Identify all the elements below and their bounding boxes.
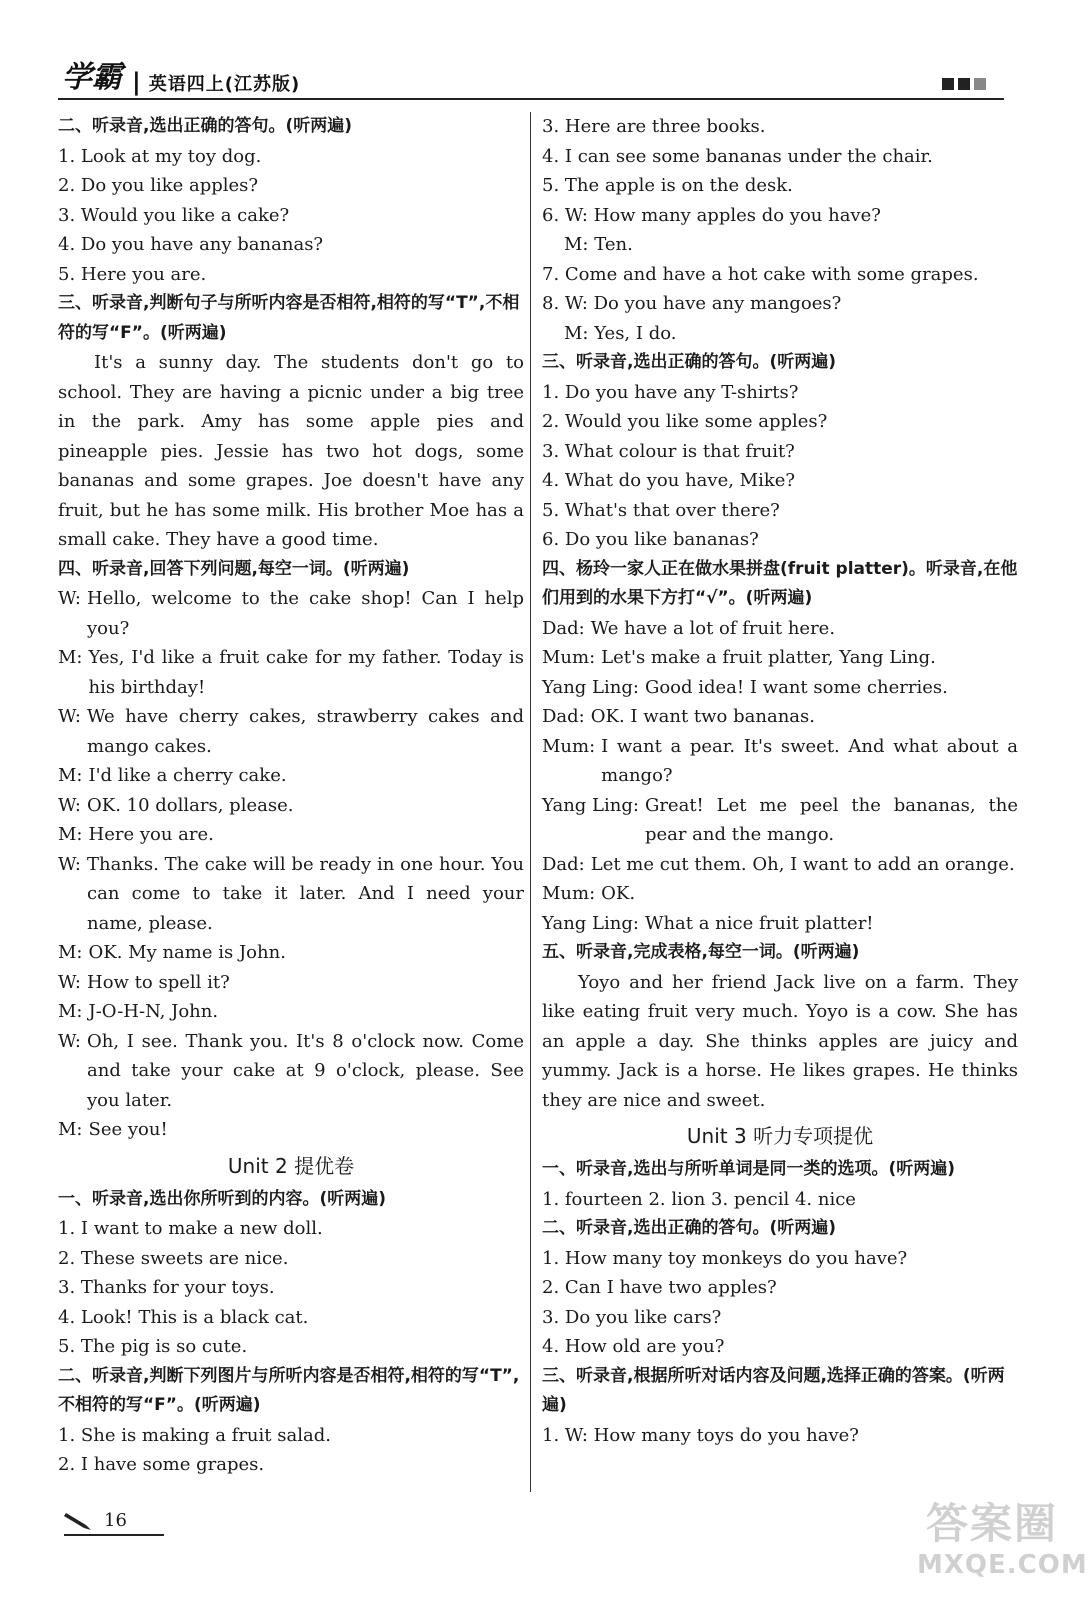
speaker: Dad: bbox=[542, 853, 585, 875]
list-item: 2. Do you like apples? bbox=[58, 175, 259, 196]
dialog-text: Thanks. The cake will be ready in one hour. You can come to take it later. And I need your name, please. bbox=[87, 853, 524, 934]
dialog-text: OK. I want two bananas. bbox=[590, 706, 815, 727]
list-item: 4. I can see some bananas under the chair. bbox=[542, 145, 933, 167]
speaker: W: bbox=[58, 853, 82, 875]
list-item: 4. Do you have any bananas? bbox=[58, 234, 324, 255]
dialog-line bbox=[58, 968, 524, 998]
dialog-line bbox=[58, 791, 524, 821]
dialog-text: OK. bbox=[601, 883, 636, 904]
section-title: 三、听录音,判断句子与所听内容是否相符,相符的写“T”,不相符的写“F”。(听两遍) bbox=[58, 293, 520, 343]
list-item: 5. What's that over there? bbox=[542, 499, 780, 521]
list-item: 2. Would you like some apples? bbox=[542, 411, 828, 432]
speaker: Yang Ling: bbox=[542, 794, 639, 816]
header-separator: | bbox=[132, 68, 141, 96]
list-item: 3. Do you like cars? bbox=[542, 1306, 722, 1328]
section-title: 三、听录音,选出正确的答句。(听两遍) bbox=[542, 352, 836, 372]
dialog-line bbox=[58, 997, 524, 1027]
column-divider bbox=[530, 112, 531, 1492]
list-item: 3. What colour is that fruit? bbox=[542, 440, 795, 462]
dialog-text: What a nice fruit platter! bbox=[644, 912, 874, 934]
dialog-text: We have a lot of fruit here. bbox=[590, 617, 836, 639]
speaker: M: bbox=[58, 765, 83, 786]
watermark-logo-text: 答案圈 bbox=[925, 1499, 1058, 1548]
page-footer bbox=[64, 1506, 164, 1536]
dialog-text: Let's make a fruit platter, Yang Ling. bbox=[601, 647, 936, 668]
speaker: W: bbox=[58, 588, 82, 609]
dialog-line bbox=[542, 732, 1018, 791]
section-title: 一、听录音,选出与所听单词是同一类的选项。(听两遍) bbox=[542, 1159, 955, 1179]
dialog-line bbox=[58, 702, 524, 761]
dialog-text: We have cherry cakes, strawberry cakes and mango cakes. bbox=[87, 706, 524, 757]
section-title: 四、杨玲一家人正在做水果拼盘(fruit platter)。听录音,在他们用到的水果下方打“√”。(听两遍) bbox=[542, 558, 1018, 608]
section-title: 五、听录音,完成表格,每空一词。(听两遍) bbox=[542, 942, 860, 962]
dialog-line bbox=[58, 850, 524, 939]
list-item: 2. Can I have two apples? bbox=[542, 1277, 777, 1298]
dialog-line bbox=[542, 909, 1018, 939]
dialog-text: Oh, I see. Thank you. It's 8 o'clock now. Come and take your cake at 9 o'clock, please. See you later. bbox=[87, 1030, 524, 1111]
list-item: 5. The pig is so cute. bbox=[58, 1336, 248, 1357]
list-item: 2. I have some grapes. bbox=[58, 1454, 265, 1475]
list-item: 3. Would you like a cake? bbox=[58, 204, 290, 226]
list-item: 3. Here are three books. bbox=[542, 116, 766, 137]
speaker: W: bbox=[58, 706, 82, 727]
list-item: 5. The apple is on the desk. bbox=[542, 175, 793, 196]
list-item: 2. These sweets are nice. bbox=[58, 1247, 289, 1269]
page-number: 16 bbox=[104, 1509, 127, 1531]
dialog-line bbox=[58, 1027, 524, 1116]
dialog-line bbox=[542, 673, 1018, 703]
section-title: 二、听录音,判断下列图片与所听内容是否相符,相符的写“T”,不相符的写“F”。(听两遍) bbox=[58, 1365, 520, 1415]
header-squares-decoration bbox=[942, 78, 986, 90]
dialog-text: How to spell it? bbox=[87, 971, 230, 993]
list-item-answer: M: Yes, I do. bbox=[564, 322, 677, 344]
speaker: Yang Ling: bbox=[542, 912, 639, 934]
unit-title: Unit 2 提优卷 bbox=[227, 1153, 355, 1178]
list-item: 8. W: Do you have any mangoes? bbox=[542, 293, 842, 314]
watermark-url: MXQE.COM bbox=[917, 1550, 1088, 1580]
list-item: 1. She is making a fruit salad. bbox=[58, 1424, 331, 1446]
dialog-text: OK. 10 dollars, please. bbox=[87, 794, 294, 816]
dialog-text: Hello, welcome to the cake shop! Can I help you? bbox=[87, 588, 524, 639]
dialog-line bbox=[58, 761, 524, 791]
unit-title: Unit 3 听力专项提优 bbox=[686, 1124, 874, 1148]
dialog-line bbox=[542, 879, 1018, 909]
dialog-text: I'd like a cherry cake. bbox=[88, 765, 287, 786]
speaker: M: bbox=[58, 1119, 83, 1140]
watermark bbox=[917, 1498, 1088, 1588]
list-item: 6. W: How many apples do you have? bbox=[542, 204, 881, 226]
dialog-text: Good idea! I want some cherries. bbox=[644, 676, 948, 698]
dialog-line bbox=[542, 643, 1018, 673]
speaker: W: bbox=[58, 794, 82, 816]
list-item: 1. W: How many toys do you have? bbox=[542, 1424, 859, 1446]
section-title: 三、听录音,根据所听对话内容及问题,选择正确的答案。(听两遍) bbox=[542, 1365, 1005, 1415]
brand-name: 学霸 bbox=[62, 60, 122, 95]
dialog-text: I want a pear. It's sweet. And what about a mango? bbox=[601, 735, 1018, 786]
list-item: 1. Look at my toy dog. bbox=[58, 145, 262, 167]
section-title: 二、听录音,选出正确的答句。(听两遍) bbox=[542, 1218, 836, 1238]
speaker: W: bbox=[58, 971, 82, 993]
speaker: Dad: bbox=[542, 617, 585, 639]
section-title: 四、听录音,回答下列问题,每空一词。(听两遍) bbox=[58, 558, 410, 579]
book-title: 英语四上(江苏版) bbox=[148, 74, 301, 95]
list-item: 4. How old are you? bbox=[542, 1336, 725, 1357]
dialog-line bbox=[542, 614, 1018, 644]
speaker: Mum: bbox=[542, 735, 596, 757]
dialog-line bbox=[58, 643, 524, 702]
list-item: 4. Look! This is a black cat. bbox=[58, 1306, 309, 1328]
dialog-text: J-O-H-N, John. bbox=[88, 1001, 219, 1022]
speaker: Mum: bbox=[542, 647, 596, 668]
dialog-text: OK. My name is John. bbox=[88, 942, 286, 963]
dialog-line bbox=[542, 791, 1018, 850]
list-item: 5. Here you are. bbox=[58, 263, 207, 285]
dialog-line bbox=[542, 850, 1018, 880]
dialog-line bbox=[542, 702, 1018, 732]
list-item: 1. I want to make a new doll. bbox=[58, 1218, 323, 1239]
speaker: M: bbox=[58, 942, 83, 963]
list-item: 1. Do you have any T-shirts? bbox=[542, 381, 799, 403]
dialog-line bbox=[58, 820, 524, 850]
pencil-icon bbox=[64, 1509, 94, 1531]
passage-text: Yoyo and her friend Jack live on a farm. They like eating fruit very much. Yoyo is a cow. She has an apple a day. She thinks apples are juicy and yummy. Jack is a horse. He likes grapes. He thinks they are nice and sweet. bbox=[542, 971, 1018, 1111]
dialog-line bbox=[58, 938, 524, 968]
brand-logo bbox=[62, 62, 300, 96]
list-item: 4. What do you have, Mike? bbox=[542, 470, 796, 491]
dialog-text: See you! bbox=[88, 1119, 168, 1140]
dialog-line bbox=[58, 1115, 524, 1145]
list-item-answer: M: Ten. bbox=[564, 234, 633, 255]
right-column bbox=[542, 112, 1018, 1450]
speaker: M: bbox=[58, 1001, 83, 1022]
list-item: 1. How many toy monkeys do you have? bbox=[542, 1247, 908, 1269]
left-column bbox=[58, 112, 524, 1480]
speaker: M: bbox=[58, 824, 83, 845]
speaker: Dad: bbox=[542, 706, 585, 727]
speaker: M: bbox=[58, 647, 83, 668]
page-header bbox=[58, 58, 1004, 100]
section-title: 一、听录音,选出你所听到的内容。(听两遍) bbox=[58, 1188, 386, 1209]
section-title: 二、听录音,选出正确的答句。(听两遍) bbox=[58, 116, 352, 136]
list-item: 6. Do you like bananas? bbox=[542, 529, 759, 550]
dialog-text: Here you are. bbox=[88, 824, 214, 845]
speaker: Yang Ling: bbox=[542, 676, 639, 698]
dialog-text: Great! Let me peel the bananas, the pear and the mango. bbox=[644, 794, 1018, 845]
dialog-text: Let me cut them. Oh, I want to add an orange. bbox=[590, 853, 1015, 875]
dialog-text: Yes, I'd like a fruit cake for my father. Today is his birthday! bbox=[88, 647, 524, 698]
list-item: 3. Thanks for your toys. bbox=[58, 1277, 275, 1298]
speaker: W: bbox=[58, 1030, 82, 1052]
passage-text: It's a sunny day. The students don't go to school. They are having a picnic under a big tree in the park. Amy has some apple pies and pineapple pies. Jessie has two hot dogs, some bananas and some grapes. Joe doesn't have any fruit, but he has some milk. His brother Moe has a small cake. They have a good time. bbox=[58, 352, 524, 550]
speaker: Mum: bbox=[542, 883, 596, 904]
dialog-line bbox=[58, 584, 524, 643]
list-item: 1. fourteen 2. lion 3. pencil 4. nice bbox=[542, 1188, 856, 1210]
list-item: 7. Come and have a hot cake with some grapes. bbox=[542, 263, 979, 285]
